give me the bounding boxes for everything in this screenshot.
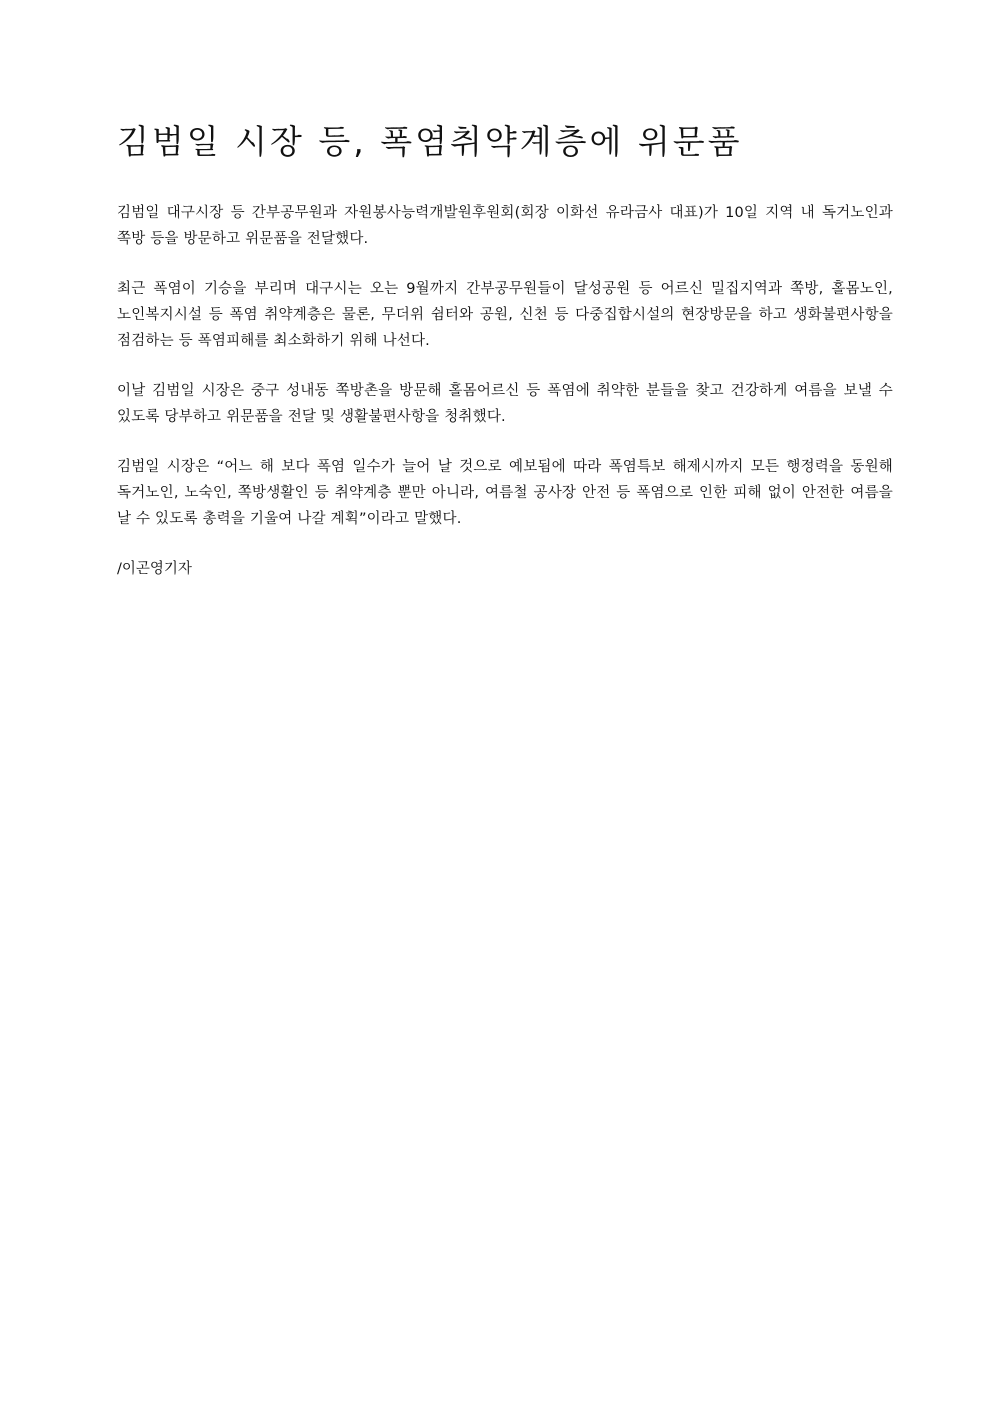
article-paragraph: 김범일 시장은 “어느 해 보다 폭염 일수가 늘어 날 것으로 예보됨에 따라 폭염특보 해제시까지 모든 행정력을 동원해 독거노인, 노숙인, 쪽방생활인 등 취약계층 뿐만 아니라, 여름철 공사장 안전 등 폭염으로 인한 피해 없이 안전한 여름을 날 수 있도록 총력을 기울여 나갈 계획”이라고 말했다. — [117, 459, 893, 527]
article-byline: /이곤영기자 — [117, 561, 192, 577]
article — [117, 118, 893, 582]
article-paragraph: 김범일 대구시장 등 간부공무원과 자원봉사능력개발원후원회(회장 이화선 유라금사 대표)가 10일 지역 내 독거노인과 쪽방 등을 방문하고 위문품을 전달했다. — [117, 205, 893, 247]
article-paragraph: 최근 폭염이 기승을 부리며 대구시는 오는 9월까지 간부공무원들이 달성공원 등 어르신 밀집지역과 쪽방, 홀몸노인, 노인복지시설 등 폭염 취약계층은 물론, 무더위 쉼터와 공원, 신천 등 다중집합시설의 현장방문을 하고 생화불편사항을 점검하는 등 폭염피해를 최소화하기 위해 나선다. — [117, 281, 893, 349]
article-paragraph: 이날 김범일 시장은 중구 성내동 쪽방촌을 방문해 홀몸어르신 등 폭염에 취약한 분들을 찾고 건강하게 여름을 보낼 수 있도록 당부하고 위문품을 전달 및 생활불편사항을 청취했다. — [117, 383, 893, 425]
article-title: 김범일 시장 등, 폭염취약계층에 위문품 — [117, 122, 743, 161]
